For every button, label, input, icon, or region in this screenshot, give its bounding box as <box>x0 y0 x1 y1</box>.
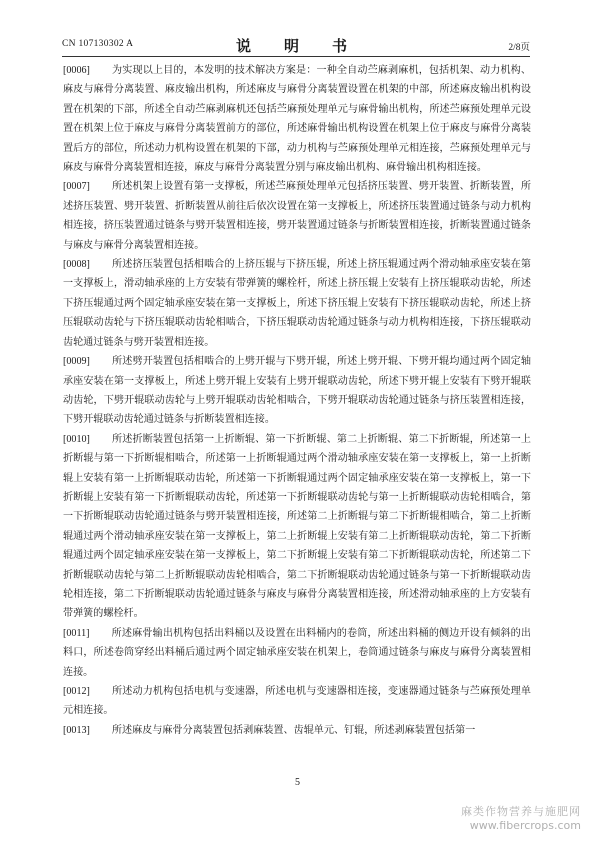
paragraph-text: 所述挤压装置包括相啮合的上挤压辊与下挤压辊，所述上挤压辊通过两个滑动轴承座安装在第一支撑板上，滑动轴承座的上方安装有带弹簧的螺栓杆，所述上挤压辊上安装有上挤压辊联动齿轮，所述下挤压辊通过两个固定轴承座安装在第一支撑板上，所述下挤压辊上安装有下挤压辊联动齿轮，所述上挤压辊联动齿轮与下挤压辊联动齿轮相啮合，下挤压辊联动齿轮通过链条与动力机构相连接，下挤压辊联动齿轮通过链条与劈开装置相连接。 <box>63 259 531 348</box>
document-body <box>63 61 531 740</box>
paragraph-0006 <box>63 61 531 177</box>
paragraph-number: [0008] <box>63 259 90 271</box>
watermark-url: www.fibercrops.com <box>469 819 581 832</box>
paragraph-text: 所述动力机构包括电机与变速器，所述电机与变速器相连接，变速器通过链条与苎麻预处理单元相连接。 <box>63 686 531 717</box>
paragraph-0007 <box>63 177 531 255</box>
header-divider <box>62 56 530 57</box>
paragraph-0009 <box>63 352 531 430</box>
watermark <box>461 805 581 833</box>
paragraph-text: 所述麻皮与麻骨分离装置包括剥麻装置、齿辊单元、钉辊，所述剥麻装置包括第一 <box>111 724 476 736</box>
paragraph-number: [0013] <box>63 724 90 736</box>
watermark-site-name: 麻类作物营养与施肥网 <box>461 805 581 818</box>
page-indicator: 2/8页 <box>508 43 530 53</box>
paragraph-0011 <box>63 624 531 682</box>
paragraph-text: 所述机架上设置有第一支撑板，所述苎麻预处理单元包括挤压装置、劈开装置、折断装置，所述挤压装置、劈开装置、折断装置从前往后依次设置在第一支撑板上，所述挤压装置通过链条与动力机构相连接，挤压装置通过链条与劈开装置相连接，劈开装置通过链条与折断装置相连接，折断装置通过链条与麻皮与麻骨分离装置相连接。 <box>63 181 531 251</box>
page-header <box>62 37 530 53</box>
paragraph-0010 <box>63 430 531 624</box>
paragraph-0008 <box>63 255 531 352</box>
publication-number: CN 107130302 A <box>62 39 134 49</box>
paragraph-number: [0012] <box>63 686 90 697</box>
paragraph-number: [0009] <box>63 356 90 368</box>
paragraph-number: [0006] <box>63 65 90 76</box>
paragraph-text: 所述劈开装置包括相啮合的上劈开辊与下劈开辊，所述上劈开辊、下劈开辊均通过两个固定轴承座安装在第一支撑板上，所述上劈开辊上安装有上劈开辊联动齿轮，所述下劈开辊上安装有下劈开辊联动齿轮，下劈开辊联动齿轮与上劈开辊联动齿轮相啮合，下劈开辊联动齿轮通过链条与挤压装置相连接，下劈开辊联动齿轮通过链条与折断装置相连接。 <box>63 356 531 426</box>
paragraph-text: 所述折断装置包括第一上折断辊、第一下折断辊、第二上折断辊、第二下折断辊，所述第一上折断辊与第一下折断辊相啮合，所述第一上折断辊通过两个滑动轴承座安装在第一支撑板上，第一上折断辊上安装有第一上折断辊联动齿轮，所述第一下折断辊通过两个固定轴承座安装在第一支撑板上，第一下折断辊上安装有第一下折断辊联动齿轮，所述第一下折断辊联动齿轮与第一上折断辊联动齿轮相啮合，第一下折断辊联动齿轮通过链条与劈开装置相连接，所述第二上折断辊与第二下折断辊相啮合，第二上折断辊通过两个滑动轴承座安装在第一支撑板上，第二上折断辊上安装有第二上折断辊联动齿轮，第二下折断辊通过两个固定轴承座安装在第一支撑板上，第二下折断辊上安装有第二下折断辊联动齿轮，所述第二下折断辊联动齿轮与第二上折断辊联动齿轮相啮合，第二下折断辊联动齿轮通过链条与第一下折断辊联动齿轮相连接，第二下折断辊联动齿轮通过链条与麻皮与麻骨分离装置相连接，所述滑动轴承座的上方安装有带弹簧的螺栓杆。 <box>63 433 531 620</box>
document-title: 说 明 书 <box>235 37 356 55</box>
paragraph-number: [0011] <box>63 627 90 639</box>
paragraph-number: [0010] <box>63 433 90 445</box>
paragraph-number: [0007] <box>63 181 90 193</box>
paragraph-0012 <box>63 682 531 721</box>
page-number: 5 <box>295 777 300 788</box>
paragraph-text: 所述麻骨输出机构包括出料桶以及设置在出料桶内的卷筒，所述出料桶的侧边开设有倾斜的出料口，所述卷筒穿经出料桶后通过两个固定轴承座安装在机架上，卷筒通过链条与麻皮与麻骨分离装置相连接。 <box>63 627 531 678</box>
paragraph-text: 为实现以上目的，本发明的技术解决方案是：一种全自动苎麻剥麻机，包括机架、动力机构、麻皮与麻骨分离装置、麻皮输出机构，所述麻皮与麻骨分离装置设置在机架的中部，所述麻皮输出机构设置在机架的下部，所述全自动苎麻剥麻机还包括苎麻预处理单元与麻骨输出机构，所述苎麻预处理单元设置在机架上位于麻皮与麻骨分离装置前方的部位，所述麻骨输出机构设置在机架上位于麻皮与麻骨分离装置后方的部位，所述动力机构设置在机架的下部，动力机构与苎麻预处理单元相连接，苎麻预处理单元与麻皮与麻骨分离装置相连接，麻皮与麻骨分离装置分别与麻皮输出机构、麻骨输出机构相连接。 <box>63 65 531 174</box>
paragraph-0013 <box>63 721 531 740</box>
